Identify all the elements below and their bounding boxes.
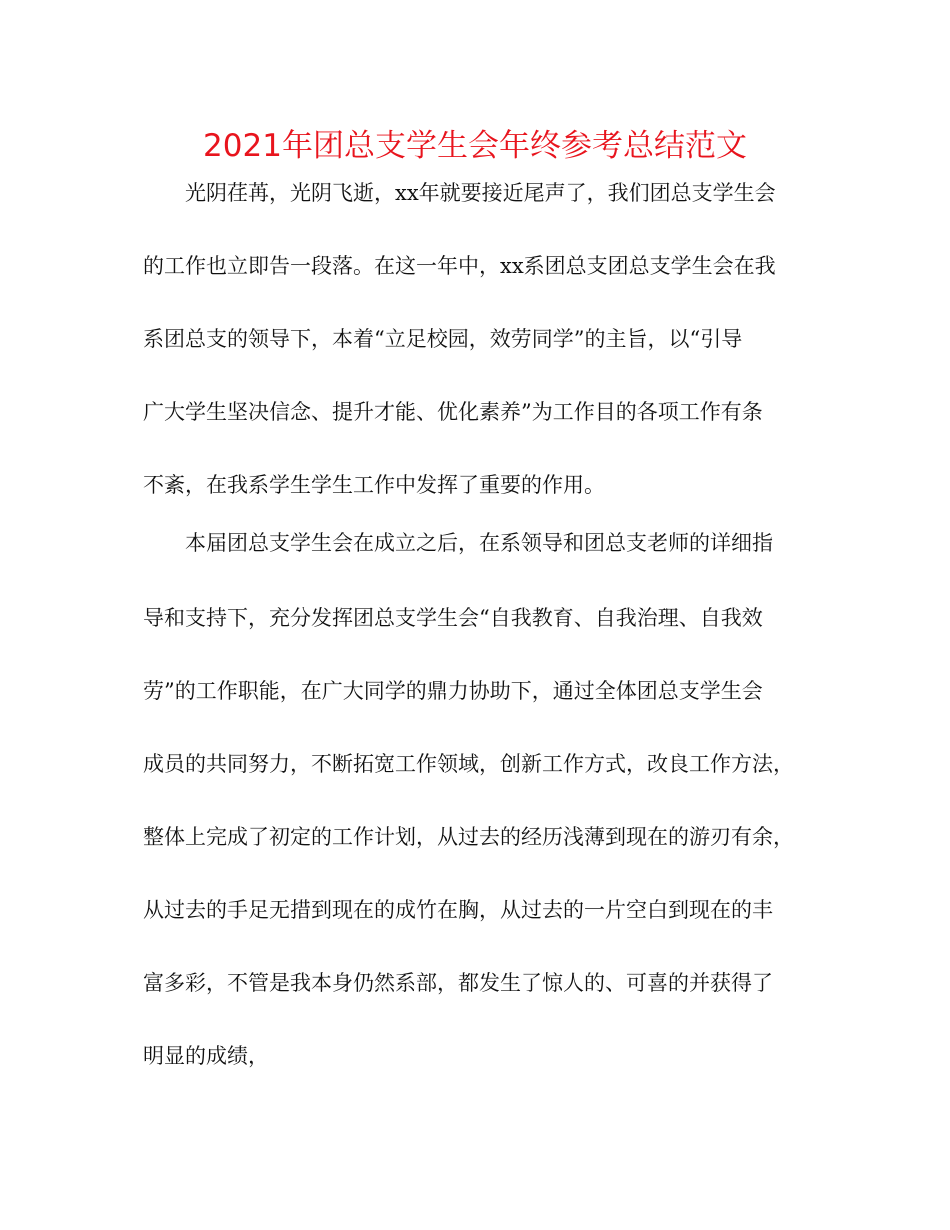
text-line: 成员的共同努力，不断拓宽工作领域，创新工作方式，改良工作方法， — [143, 752, 794, 776]
text-line: 富多彩，不管是我本身仍然系部，都发生了惊人的、可喜的并获得了 — [143, 971, 773, 995]
text-line: 光阴荏苒，光阴飞逝，xx年就要接近尾声了，我们团总支学生会 — [185, 181, 776, 205]
text-line: 劳”的工作职能，在广大同学的鼎力协助下，通过全体团总支学生会 — [143, 679, 763, 703]
text-line: 整体上完成了初定的工作计划，从过去的经历浅薄到现在的游刃有余， — [143, 825, 794, 849]
text-line: 不紊，在我系学生学生工作中发挥了重要的作用。 — [143, 473, 605, 497]
text-line: 导和支持下，充分发挥团总支学生会“自我教育、自我治理、自我效 — [143, 606, 763, 630]
text-line: 的工作也立即告一段落。在这一年中，xx系团总支团总支学生会在我 — [143, 254, 776, 278]
text-line: 系团总支的领导下，本着“立足校园，效劳同学”的主旨，以“引导 — [143, 327, 743, 351]
document-title: 2021年团总支学生会年终参考总结范文 — [203, 128, 747, 164]
text-line: 明显的成绩， — [143, 1044, 269, 1068]
text-line: 本届团总支学生会在成立之后，在系领导和团总支老师的详细指 — [185, 531, 773, 555]
text-line: 从过去的手足无措到现在的成竹在胸，从过去的一片空白到现在的丰 — [143, 898, 773, 922]
text-line: 广大学生坚决信念、提升才能、优化素养”为工作目的各项工作有条 — [143, 400, 763, 424]
